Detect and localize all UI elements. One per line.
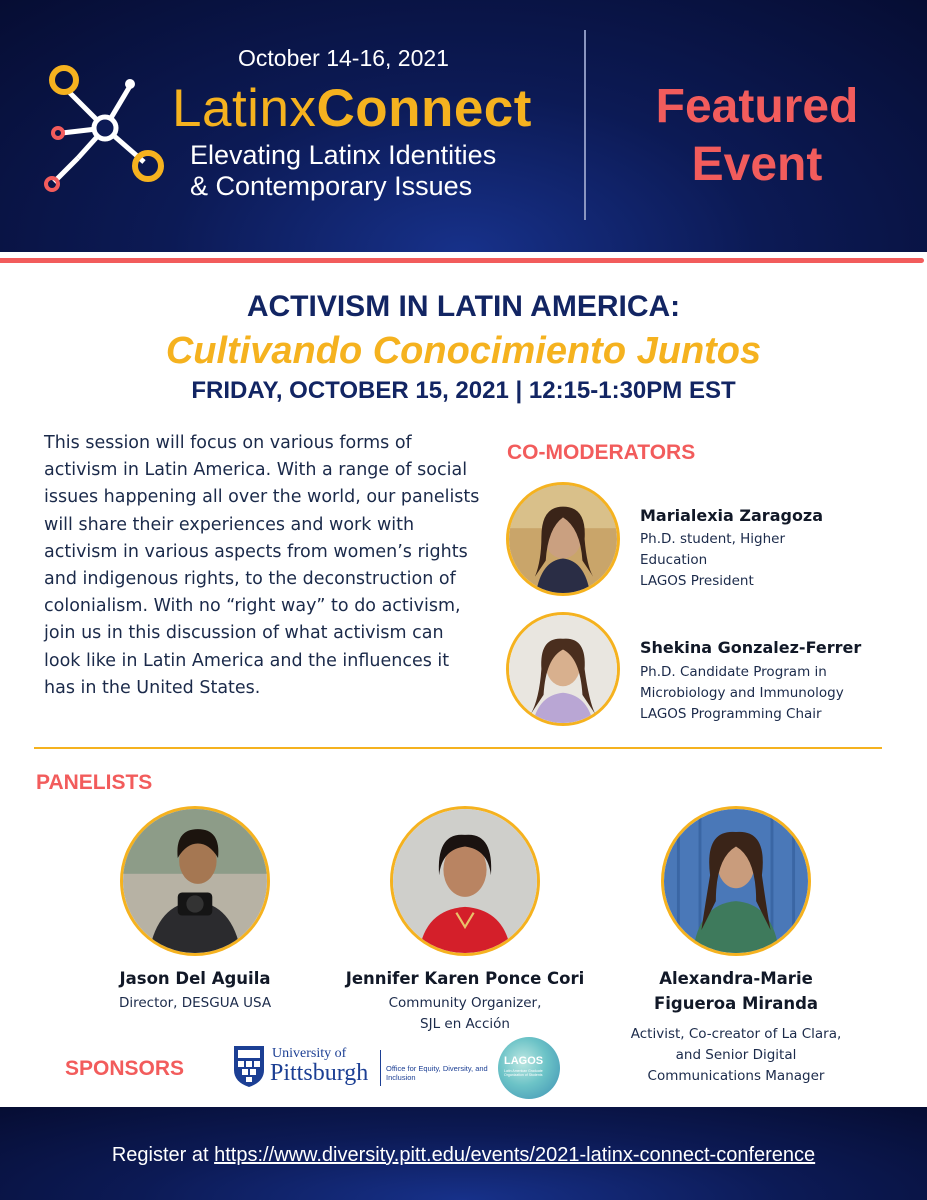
register-link[interactable]: https://www.diversity.pitt.edu/events/2021-latinx-connect-conference: [214, 1144, 816, 1166]
brand-name-bold: Connect: [316, 79, 532, 138]
pitt-shield-icon: [232, 1044, 266, 1088]
event-title: ACTIVISM IN LATIN AMERICA:: [246, 290, 681, 323]
panelist-name-line: Alexandra-Marie: [659, 969, 813, 988]
pitt-university-of: University of: [272, 1046, 347, 1061]
brand-name-light: Latinx: [172, 79, 317, 138]
panelist-info: [606, 1024, 866, 1087]
conference-tagline: [190, 140, 496, 202]
gold-divider: [34, 747, 882, 749]
panelist-photo-jennifer: [390, 806, 540, 956]
moderator-info-line: LAGOS Programming Chair: [640, 706, 822, 722]
panelist-info: [335, 993, 595, 1035]
header-divider: [584, 30, 586, 220]
event-description: This session will focus on various forms of activism in Latin America. With a range of social issues happening all over the world, our panelists will share their experiences and work with activism in various aspects from women’s rights and indigenous rights, to the deconstruction of colonialism. With no “right way” to do activism, join us in this discussion of what activism can look like in Latin America and the influences it has in the United States.: [44, 433, 480, 698]
conference-dates: October 14-16, 2021: [238, 45, 449, 71]
panelist-info-line: and Senior Digital: [675, 1047, 797, 1063]
brand-name: [172, 78, 532, 139]
panelist-info-line: Community Organizer,: [388, 995, 542, 1011]
panelist-info-line: SJL en Acción: [420, 1016, 510, 1032]
panelist-name: [95, 966, 295, 991]
featured-line-1: Featured: [655, 80, 859, 133]
moderator-info: [640, 662, 844, 725]
moderator-info-line: Education: [640, 552, 708, 568]
panelist-name-line: Figueroa Miranda: [653, 994, 819, 1013]
moderator-info-line: Ph.D. student, Higher: [640, 531, 786, 547]
event-datetime: FRIDAY, OCTOBER 15, 2021 | 12:15-1:30PM EST: [191, 377, 736, 404]
pitt-office-name: Office for Equity, Diversity, and Inclusion: [386, 1064, 488, 1082]
lagos-logo-name: LAGOS: [504, 1055, 544, 1067]
sponsors-heading: SPONSORS: [65, 1057, 185, 1080]
moderator-name: Marialexia Zaragoza: [640, 506, 824, 525]
moderator-info: [640, 529, 785, 592]
panelist-name: [606, 966, 866, 1016]
network-nodes-icon: [40, 58, 170, 198]
co-moderators-heading: CO-MODERATORS: [507, 441, 696, 464]
panelist-info-line: Communications Manager: [647, 1068, 825, 1084]
panelist-photo-alexandra: [661, 806, 811, 956]
lagos-logo-subtitle: Latin American Graduate Organization of Students: [504, 1069, 543, 1077]
tagline-line-1: Elevating Latinx Identities: [190, 140, 497, 170]
moderator-info-line: LAGOS President: [640, 573, 754, 589]
event-subtitle: Cultivando Conocimiento Juntos: [165, 330, 762, 372]
featured-line-2: Event: [691, 138, 823, 191]
register-line: [0, 1144, 927, 1167]
panelist-info: [95, 993, 295, 1014]
pitt-divider: [380, 1050, 381, 1086]
panelist-photo-jason: [120, 806, 270, 956]
panelist-info-line: Activist, Co-creator of La Clara,: [630, 1026, 842, 1042]
moderator-photo-marialexia: [506, 482, 620, 596]
pitt-logo: [232, 1044, 492, 1092]
panelists-heading: PANELISTS: [36, 771, 153, 794]
featured-event-label: [612, 78, 902, 194]
register-prefix: Register at: [111, 1144, 209, 1166]
panelist-info-line: Director, DESGUA USA: [118, 995, 272, 1011]
panelist-name: [335, 966, 595, 991]
panelist-name-line: Jason Del Aguila: [119, 969, 271, 988]
coral-divider: [0, 258, 924, 263]
lagos-logo: [498, 1037, 560, 1099]
moderator-info-line: Microbiology and Immunology: [640, 685, 844, 701]
panelist-name-line: Jennifer Karen Ponce Cori: [345, 969, 585, 988]
tagline-line-2: & Contemporary Issues: [190, 171, 473, 201]
moderator-photo-shekina: [506, 612, 620, 726]
moderator-name: Shekina Gonzalez-Ferrer: [640, 638, 862, 657]
moderator-info-line: Ph.D. Candidate Program in: [640, 664, 827, 680]
pitt-name: Pittsburgh: [270, 1060, 369, 1086]
